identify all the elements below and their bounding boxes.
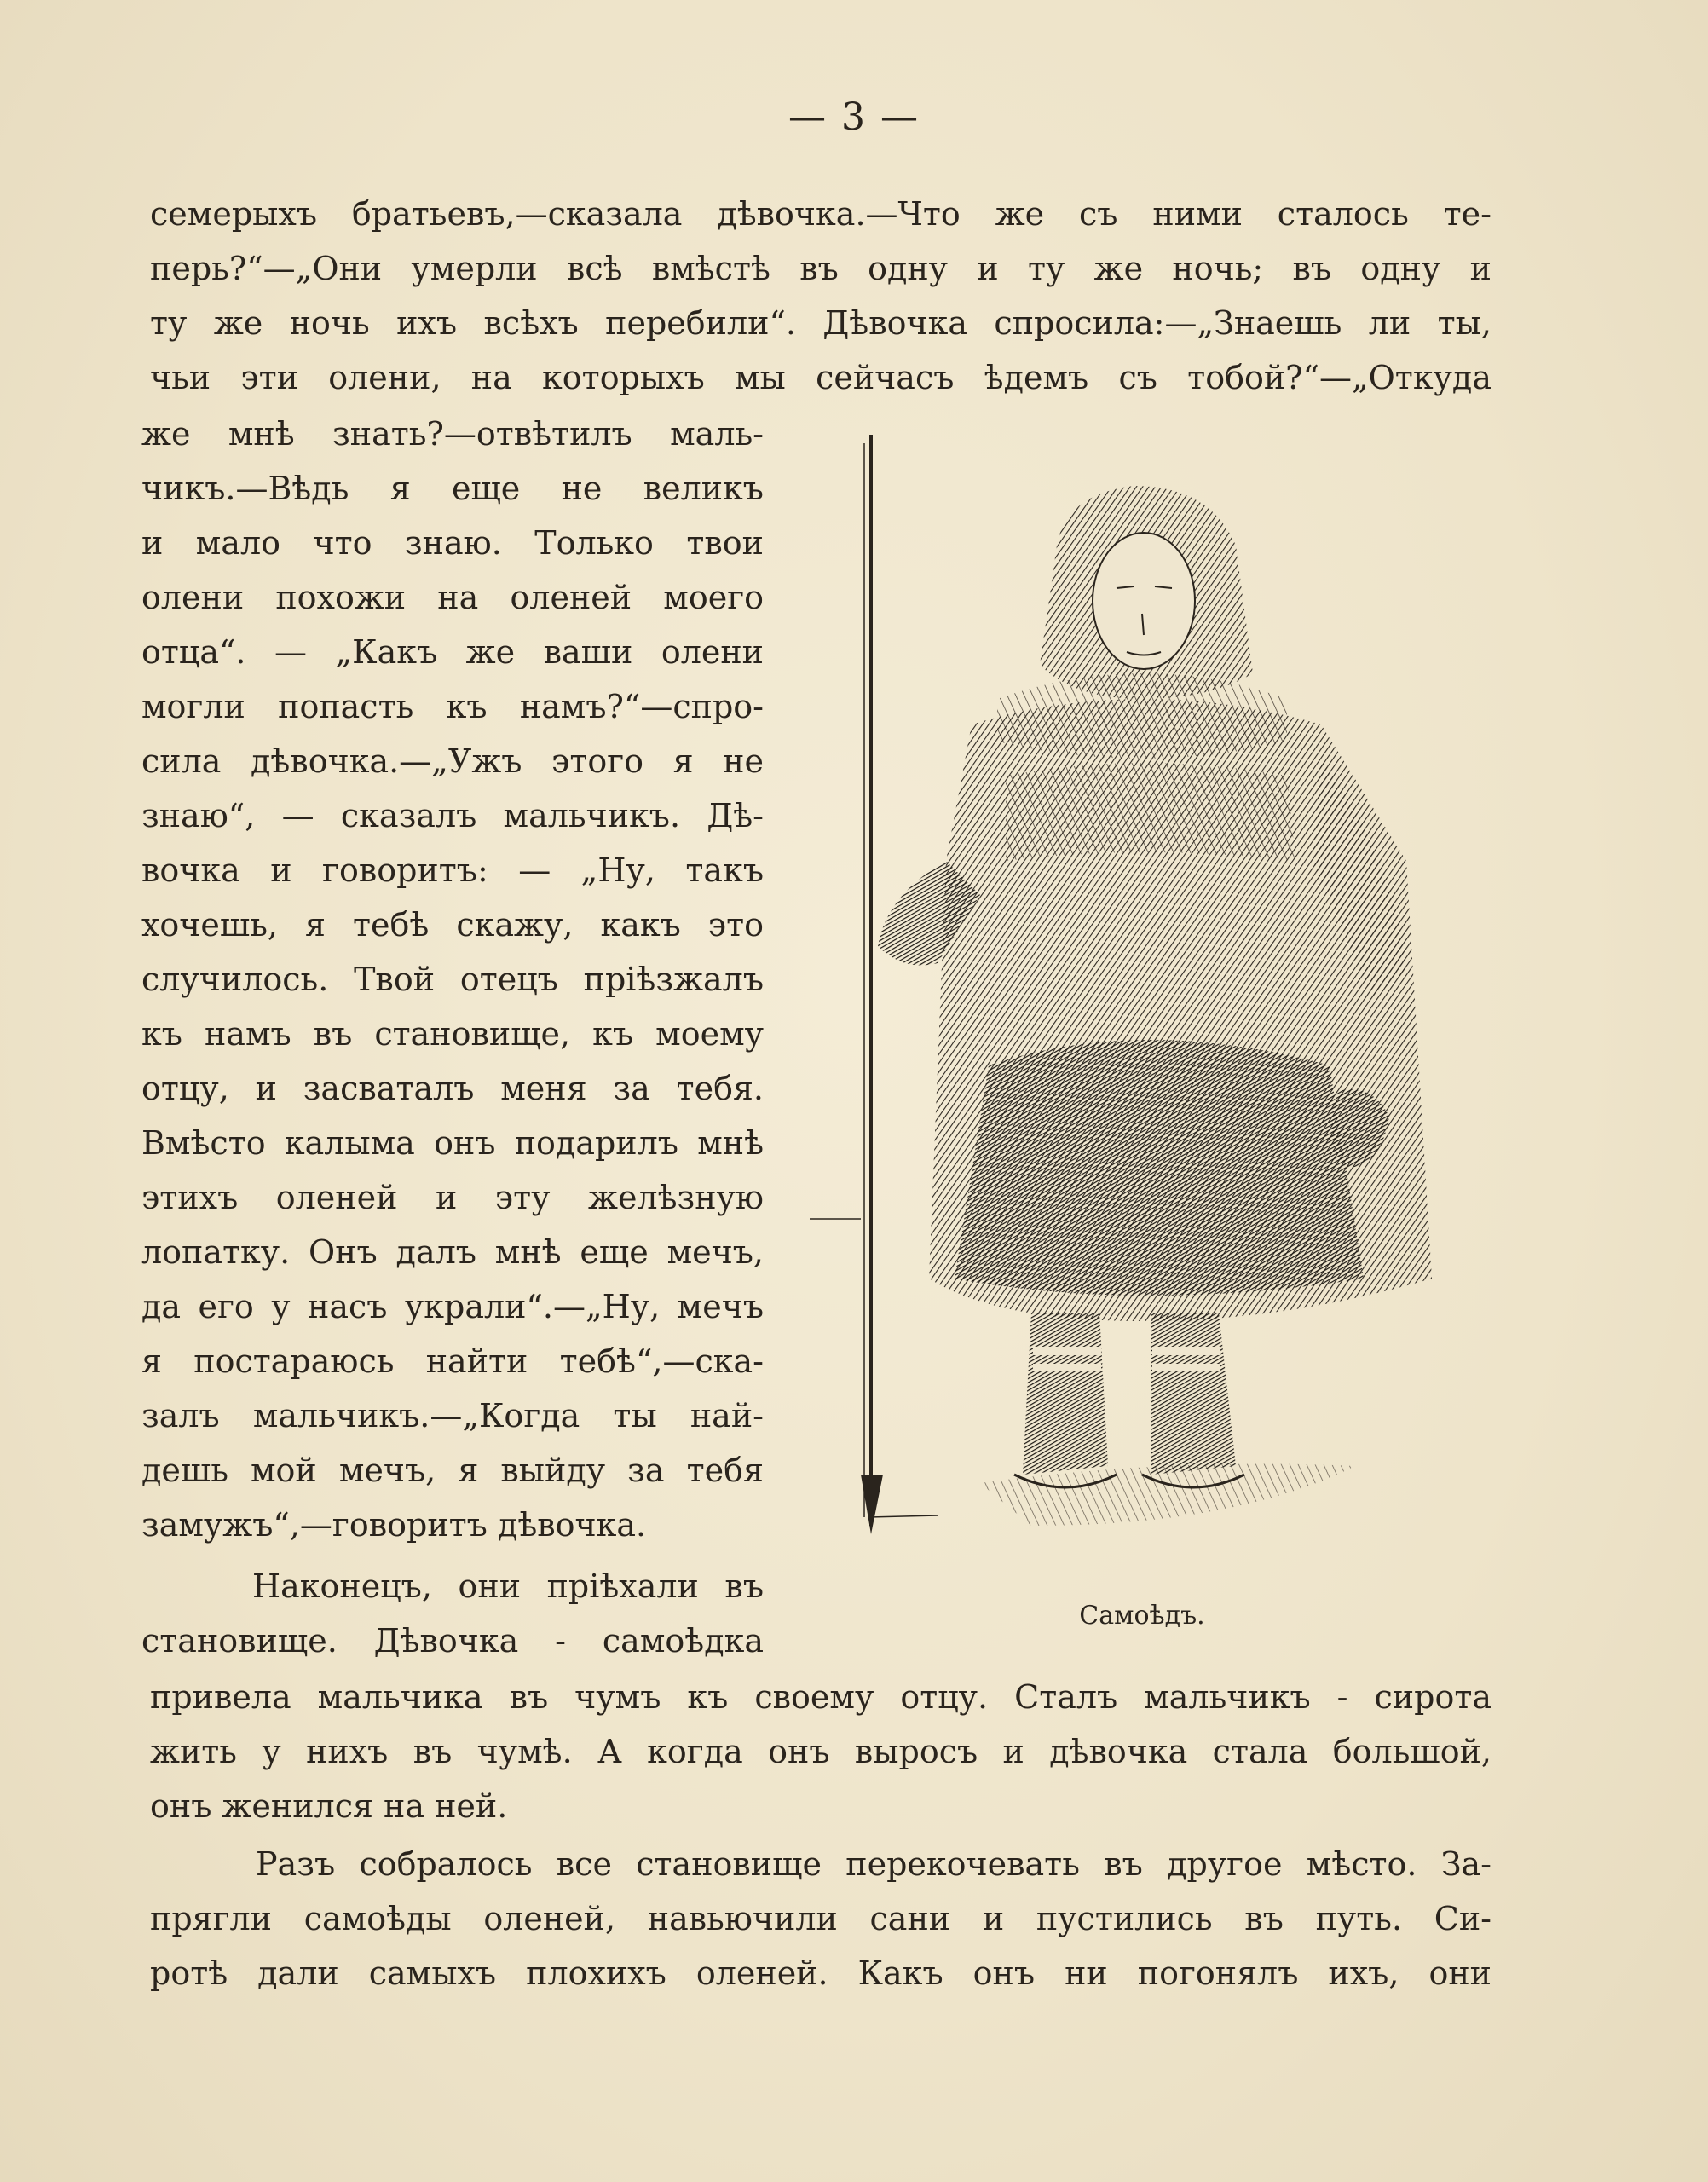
text-line: чикъ.—Вѣдь я еще не великъ	[141, 470, 764, 507]
text-line: хочешь, я тебѣ скажу, какъ это	[141, 906, 764, 944]
text-line: привела мальчика въ чумъ къ своему отцу. Сталъ мальчикъ - сирота	[150, 1678, 1492, 1716]
text-line: жить у нихъ въ чумѣ. А когда онъ выросъ и дѣвочка стала большой,	[150, 1733, 1492, 1770]
text-line: онъ женился на ней.	[150, 1787, 508, 1825]
text-line: прягли самоѣды оленей, навьючили сани и пустились въ путь. Си-	[150, 1900, 1492, 1937]
text-line: становище. Дѣвочка - самоѣдка	[141, 1622, 764, 1660]
text-line: и мало что знаю. Только твои	[141, 524, 764, 562]
text-line: лопатку. Онъ далъ мнѣ еще мечъ,	[141, 1233, 764, 1271]
text-line: вочка и говоритъ: — „Ну, такъ	[141, 851, 764, 889]
text-line: Вмѣсто калыма онъ подарилъ мнѣ	[141, 1124, 764, 1162]
text-line: ту же ночь ихъ всѣхъ перебили“. Дѣвочка спросила:—„Знаешь ли ты,	[150, 304, 1492, 342]
page-number: — 3 —	[788, 95, 920, 139]
text-line: отца“. — „Какъ же ваши олени	[141, 633, 764, 671]
text-line: залъ мальчикъ.—„Когда ты най-	[141, 1397, 764, 1434]
text-line: да его у насъ украли“.—„Ну, мечъ	[141, 1288, 764, 1325]
text-line: я постараюсь найти тебѣ“,—ска-	[141, 1342, 764, 1380]
text-line: ротѣ дали самыхъ плохихъ оленей. Какъ онъ ни погонялъ ихъ, они	[150, 1954, 1492, 1992]
text-line: отцу, и засваталъ меня за тебя.	[141, 1070, 764, 1107]
text-line: могли попасть къ намъ?“—спро-	[141, 688, 764, 725]
text-line: Разъ собралось все становище перекочевать въ другое мѣсто. За-	[256, 1845, 1492, 1883]
text-line: этихъ оленей и эту желѣзную	[141, 1179, 764, 1216]
text-line: къ намъ въ становище, къ моему	[141, 1015, 764, 1053]
text-line: чьи эти олени, на которыхъ мы сейчасъ ѣдемъ съ тобой?“—„Откуда	[150, 359, 1492, 396]
text-line: перь?“—„Они умерли всѣ вмѣстѣ въ одну и ту же ночь; въ одну и	[150, 250, 1492, 287]
text-line: семерыхъ братьевъ,—сказала дѣвочка.—Что же съ ними сталось те-	[150, 195, 1492, 233]
text-line: олени похожи на оленей моего	[141, 579, 764, 616]
text-line: Наконецъ, они пріѣхали въ	[252, 1567, 764, 1605]
text-line: сила дѣвочка.—„Ужъ этого я не	[141, 742, 764, 780]
text-line: знаю“, — сказалъ мальчикъ. Дѣ-	[141, 797, 764, 834]
text-line: случилось. Твой отецъ пріѣзжалъ	[141, 961, 764, 998]
text-line: дешь мой мечъ, я выйду за тебя	[141, 1452, 764, 1489]
samoyed-engraving-illustration	[810, 418, 1474, 1560]
text-line: замужъ“,—говоритъ дѣвочка.	[141, 1506, 647, 1544]
text-line: же мнѣ знать?—отвѣтилъ маль-	[141, 415, 764, 453]
illustration-caption: Самоѣдъ.	[1079, 1601, 1205, 1631]
